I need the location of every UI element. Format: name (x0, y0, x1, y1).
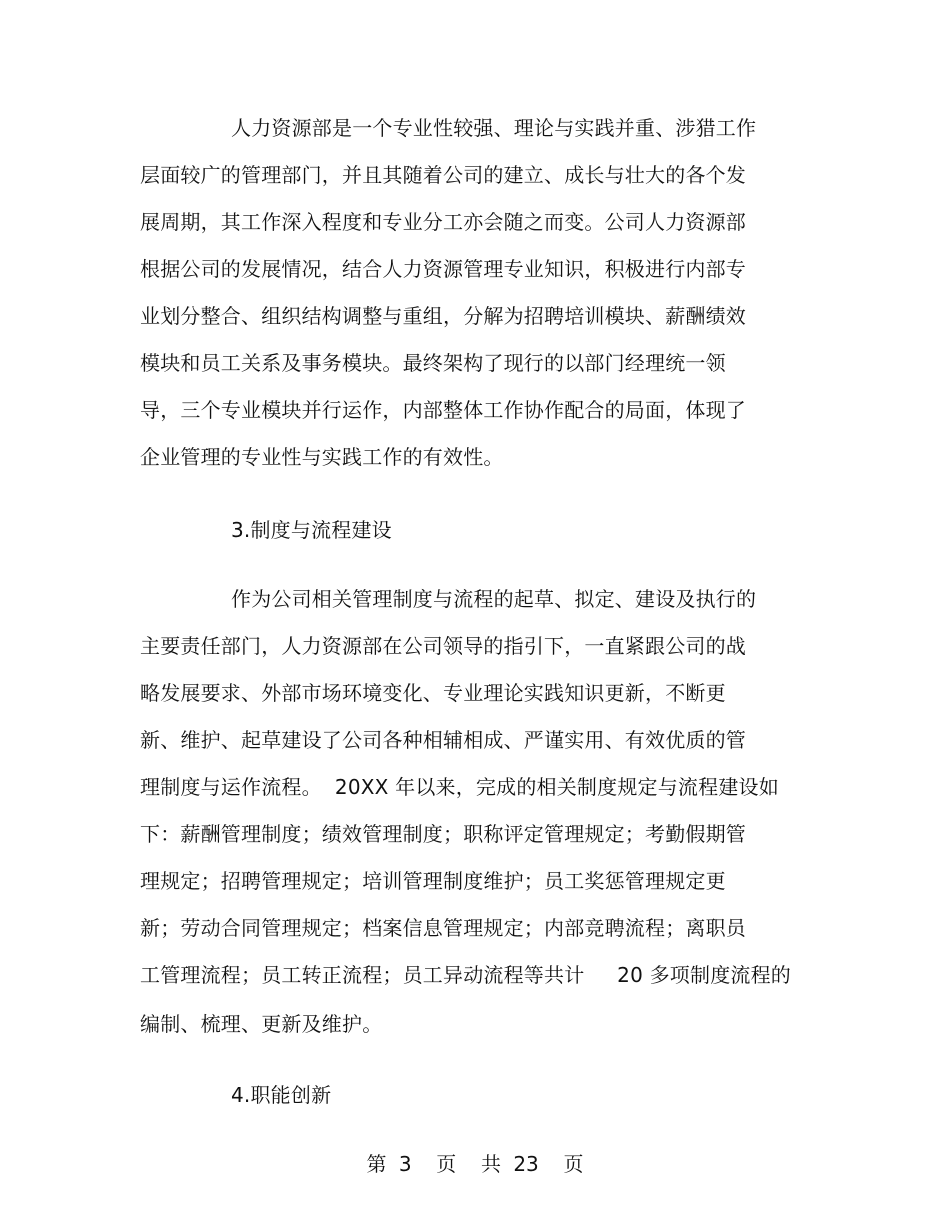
paragraph-2-line: 略发展要求、外部市场环境变化、专业理论实践知识更新，不断更 (140, 681, 726, 705)
paragraph-1-line: 人力资源部是一个专业性较强、理论与实践并重、涉猎工作 (231, 116, 757, 140)
paragraph-1-line: 业划分整合、组织结构调整与重组，分解为招聘培训模块、薪酬绩效 (140, 304, 746, 328)
paragraph-1-line: 根据公司的发展情况，结合人力资源管理专业知识，积极进行内部专 (140, 257, 746, 281)
paragraph-1-line: 企业管理的专业性与实践工作的有效性。 (140, 445, 504, 469)
paragraph-2-line: 编制、梳理、更新及维护。 (140, 1012, 383, 1036)
paragraph-2-line: 理制度与运作流程。 20XX 年以来，完成的相关制度规定与流程建设如 (140, 775, 779, 799)
paragraph-2-line: 主要责任部门，人力资源部在公司领导的指引下，一直紧跟公司的战 (140, 634, 746, 658)
paragraph-1-line: 导，三个专业模块并行运作，内部整体工作协作配合的局面，体现了 (140, 398, 746, 422)
paragraph-1-line: 展周期，其工作深入程度和专业分工亦会随之而变。公司人力资源部 (140, 210, 746, 234)
section-heading-4: 4.职能创新 (231, 1083, 332, 1107)
paragraph-2-line: 工管理流程；员工转正流程；员工异动流程等共计 20 多项制度流程的 (140, 963, 791, 987)
paragraph-2-line: 下：薪酬管理制度；绩效管理制度；职称评定管理规定；考勤假期管 (140, 822, 746, 846)
section-heading-3: 3.制度与流程建设 (231, 518, 392, 542)
paragraph-2-line: 理规定；招聘管理规定；培训管理制度维护；员工奖惩管理规定更 (140, 869, 726, 893)
paragraph-1-line: 模块和员工关系及事务模块。最终架构了现行的以部门经理统一领 (140, 351, 726, 375)
paragraph-2-line: 新、维护、起草建设了公司各种相辅相成、严谨实用、有效优质的管 (140, 728, 746, 752)
paragraph-1-line: 层面较广的管理部门，并且其随着公司的建立、成长与壮大的各个发 (140, 163, 746, 187)
paragraph-2-line: 作为公司相关管理制度与流程的起草、拟定、建设及执行的 (231, 587, 757, 611)
paragraph-2-line: 新；劳动合同管理规定；档案信息管理规定；内部竞聘流程；离职员 (140, 916, 746, 940)
page-number-footer: 第 3 页 共 23 页 (366, 1152, 584, 1176)
